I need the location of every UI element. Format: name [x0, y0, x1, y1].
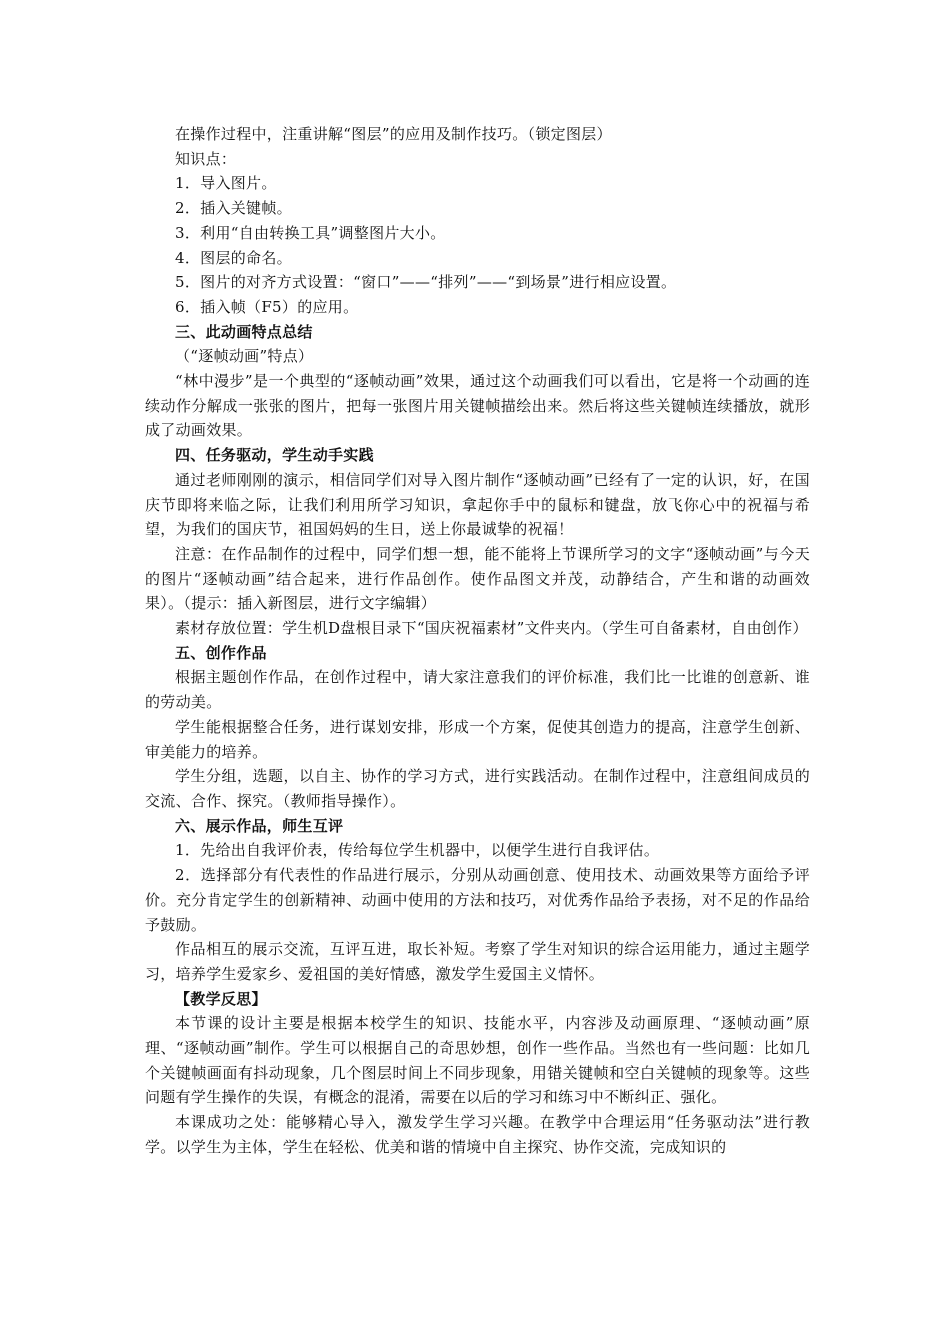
list-item: 3．利用“自由转换工具”调整图片大小。 [175, 223, 446, 242]
paragraph: 在操作过程中，注重讲解“图层”的应用及制作技巧。（锁定图层） [175, 125, 612, 143]
list-item: 5．图片的对齐方式设置：“窗口”——“排列”——“到场景”进行相应设置。 [175, 273, 677, 292]
list-item: 6．插入帧（F5）的应用。 [175, 297, 359, 316]
paragraph: 本节课的设计主要是根据本校学生的知识、技能水平，内容涉及动画原理、“逐帧动画”原理、“逐帧动画”制作。学生可以根据自己的奇思妙想，创作一些作品。当然也有一些问题：比如几个关键帧画面有抖动现象，几个图层时间上不同步现象，用错关键帧和空白关键帧的现象等。这些问题有学生操作的失误，有概念的混淆，需要在以后的学习和练习中不断纠正、强化。 [145, 1014, 810, 1107]
paragraph: 根据主题创作作品，在创作过程中，请大家注意我们的评价标准，我们比一比谁的创意新、谁的劳动美。 [145, 668, 810, 712]
section-heading: 四、任务驱动，学生动手实践 [175, 446, 374, 465]
paragraph: 素材存放位置：学生机D盘根目录下“国庆祝福素材”文件夹内。（学生可自备素材，自由创作） [175, 619, 808, 638]
paragraph: 知识点： [175, 149, 237, 168]
document-body [145, 122, 810, 1160]
list-item: 4．图层的命名。 [175, 248, 292, 267]
list-item: 1．导入图片。 [175, 174, 277, 193]
paragraph: 通过老师刚刚的演示，相信同学们对导入图片制作“逐帧动画”已经有了一定的认识，好，在国庆节即将来临之际，让我们利用所学习知识，拿起你手中的鼠标和键盘，放飞你心中的祝福与希望，为我们的国庆节，祖国妈妈的生日，送上你最诚挚的祝福！ [145, 470, 810, 539]
section-heading: 【教学反思】 [175, 989, 267, 1008]
list-item: 1．先给出自我评价表，传给每位学生机器中，以便学生进行自我评估。 [175, 841, 660, 860]
paragraph: 作品相互的展示交流，互评互进，取长补短。考察了学生对知识的综合运用能力，通过主题学习，培养学生爱家乡、爱祖国的美好情感，激发学生爱国主义情怀。 [145, 940, 810, 983]
list-item: 2．选择部分有代表性的作品进行展示，分别从动画创意、使用技术、动画效果等方面给予评价。充分肯定学生的创新精神、动画中使用的方法和技巧，对优秀作品给予表扬，对不足的作品给予鼓励。 [145, 866, 810, 934]
section-heading: 五、创作作品 [175, 643, 267, 662]
section-heading: 三、此动画特点总结 [175, 322, 313, 341]
paragraph: “林中漫步”是一个典型的“逐帧动画”效果，通过这个动画我们可以看出，它是将一个动画的连续动作分解成一张张的图片，把每一张图片用关键帧描绘出来。然后将这些关键帧连续播放，就形成了动画效果。 [145, 372, 810, 440]
list-item: 2．插入关键帧。 [175, 199, 292, 218]
paragraph: （“逐帧动画”特点） [175, 347, 314, 366]
section-heading: 六、展示作品，师生互评 [175, 816, 344, 835]
paragraph: 注意：在作品制作的过程中，同学们想一想，能不能将上节课所学习的文字“逐帧动画”与今天的图片“逐帧动画”结合起来，进行作品创作。使作品图文并茂，动静结合，产生和谐的动画效果）。（提示：插入新图层，进行文字编辑） [145, 544, 810, 613]
paragraph: 学生能根据整合任务，进行谋划安排，形成一个方案，促使其创造力的提高，注意学生创新、审美能力的培养。 [145, 717, 810, 761]
paragraph: 学生分组，选题，以自主、协作的学习方式，进行实践活动。在制作过程中，注意组间成员的交流、合作、探究。（教师指导操作）。 [145, 767, 810, 810]
paragraph: 本课成功之处：能够精心导入，激发学生学习兴趣。在教学中合理运用“任务驱动法”进行教学。以学生为主体，学生在轻松、优美和谐的情境中自主探究、协作交流，完成知识的 [145, 1113, 810, 1156]
